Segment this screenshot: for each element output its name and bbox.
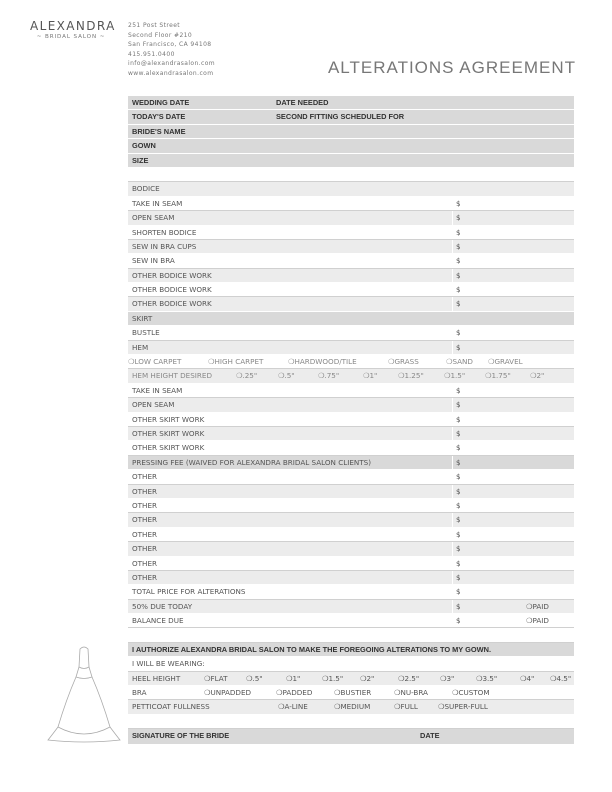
header-field-label: BRIDE'S NAME — [132, 126, 186, 136]
bodice-row — [128, 297, 574, 311]
item-label: SEW IN BRA — [132, 256, 175, 266]
due-today-row — [128, 600, 574, 614]
section-title: SKIRT — [132, 313, 153, 323]
radio-option: ❍HARDWOOD/TILE — [288, 357, 357, 367]
radio-option: ❍BUSTIER — [334, 688, 372, 698]
skirt-row — [128, 326, 574, 340]
dollar-sign: $ — [456, 256, 461, 266]
signature-label: SIGNATURE OF THE BRIDE — [132, 731, 230, 741]
item-label: OTHER SKIRT WORK — [132, 443, 205, 453]
bra-row — [128, 686, 574, 700]
radio-option: ❍NU-BRA — [394, 688, 428, 698]
dollar-sign: $ — [456, 342, 461, 352]
skirt-row — [128, 341, 574, 355]
radio-option: ❍GRASS — [388, 357, 419, 367]
item-label: 50% DUE TODAY — [132, 601, 193, 611]
divider — [452, 197, 453, 210]
radio-option: ❍MEDIUM — [334, 702, 371, 712]
radio-option: ❍4.5" — [550, 673, 572, 683]
dollar-sign: $ — [456, 544, 461, 554]
other-row — [128, 513, 574, 527]
item-label: SHORTEN BODICE — [132, 227, 197, 237]
header-field-label: SECOND FITTING SCHEDULED FOR — [276, 112, 405, 122]
balance-due-row — [128, 614, 574, 628]
dollar-sign: $ — [456, 270, 461, 280]
dollar-sign: $ — [456, 385, 461, 395]
radio-option: ❍SAND — [446, 357, 473, 367]
header-row — [128, 110, 574, 124]
item-label: SEW IN BRA CUPS — [132, 241, 197, 251]
item-label: OTHER SKIRT WORK — [132, 414, 205, 424]
dollar-sign: $ — [456, 285, 461, 295]
radio-option: ❍LOW CARPET — [128, 357, 182, 367]
radio-option: ❍1.5" — [322, 673, 344, 683]
divider — [452, 456, 453, 469]
radio-option: ❍1.75" — [485, 371, 511, 381]
radio-option: ❍2" — [360, 673, 375, 683]
header-field-label: SIZE — [132, 155, 149, 165]
divider — [452, 557, 453, 570]
other-row — [128, 499, 574, 513]
divider — [452, 226, 453, 239]
other-row — [128, 470, 574, 484]
option-label: BRA — [132, 688, 147, 698]
item-label: BUSTLE — [132, 328, 160, 338]
item-label: OPEN SEAM — [132, 400, 175, 410]
header-row — [128, 125, 574, 139]
section-bodice — [128, 182, 574, 196]
option-label: HEEL HEIGHT — [132, 673, 181, 683]
item-label: OTHER BODICE WORK — [132, 285, 212, 295]
bodice-row — [128, 240, 574, 254]
skirt-row — [128, 427, 574, 441]
radio-option: ❍3.5" — [476, 673, 498, 683]
section-title: BODICE — [132, 184, 160, 194]
divider — [452, 297, 453, 310]
hem-height-row — [128, 369, 574, 383]
other-row — [128, 571, 574, 585]
date-label: DATE — [420, 731, 440, 741]
item-label: OTHER — [132, 544, 157, 554]
dollar-sign: $ — [456, 601, 461, 611]
bodice-row — [128, 254, 574, 268]
divider — [452, 542, 453, 555]
address-block — [128, 21, 215, 78]
dollar-sign: $ — [456, 457, 461, 467]
spacer-row — [128, 715, 574, 729]
radio-option: ❍GRAVEL — [488, 357, 523, 367]
radio-option: ❍.5" — [278, 371, 295, 381]
header-field-label: WEDDING DATE — [132, 98, 190, 107]
item-label: OTHER — [132, 529, 157, 539]
skirt-row — [128, 413, 574, 427]
pressing-fee-row — [128, 456, 574, 470]
dollar-sign: $ — [456, 500, 461, 510]
divider — [452, 427, 453, 440]
skirt-row — [128, 441, 574, 455]
radio-option: ❍.75" — [318, 371, 340, 381]
radio-option: ❍FULL — [394, 702, 418, 712]
paid-checkbox: ❍PAID — [526, 601, 549, 611]
radio-option: ❍1" — [286, 673, 301, 683]
item-label: OTHER — [132, 558, 157, 568]
item-label: OTHER BODICE WORK — [132, 299, 212, 309]
radio-option: ❍FLAT — [204, 673, 228, 683]
dollar-sign: $ — [456, 428, 461, 438]
skirt-row — [128, 398, 574, 412]
radio-option: ❍1.25" — [398, 371, 424, 381]
dollar-sign: $ — [456, 241, 461, 251]
total-row — [128, 585, 574, 599]
wearing-row — [128, 657, 574, 671]
item-label: OTHER BODICE WORK — [132, 270, 212, 280]
item-label: OPEN SEAM — [132, 213, 175, 223]
item-label: TAKE IN SEAM — [132, 198, 183, 208]
radio-option: ❍SUPER-FULL — [438, 702, 488, 712]
paid-checkbox: ❍PAID — [526, 616, 549, 626]
item-label: TAKE IN SEAM — [132, 385, 183, 395]
radio-option: ❍CUSTOM — [452, 688, 490, 698]
bodice-row — [128, 283, 574, 297]
radio-option: ❍.5" — [246, 673, 263, 683]
item-label: HEM — [132, 342, 149, 352]
radio-option: ❍2.5" — [398, 673, 420, 683]
item-label: OTHER — [132, 515, 157, 525]
address-line: San Francisco, CA 94108 — [128, 41, 212, 48]
radio-option: ❍A-LINE — [278, 702, 308, 712]
bodice-row — [128, 197, 574, 211]
brand-name: ALEXANDRA — [30, 19, 116, 33]
dollar-sign: $ — [456, 572, 461, 582]
divider — [452, 398, 453, 411]
divider — [452, 614, 453, 627]
heel-height-row — [128, 672, 574, 686]
other-row — [128, 485, 574, 499]
divider — [452, 413, 453, 426]
divider — [452, 211, 453, 224]
dollar-sign: $ — [456, 400, 461, 410]
item-label: BALANCE DUE — [132, 616, 184, 626]
dollar-sign: $ — [456, 486, 461, 496]
dollar-sign: $ — [456, 616, 461, 626]
skirt-row — [128, 384, 574, 398]
radio-option: ❍2" — [530, 371, 545, 381]
item-label: TOTAL PRICE FOR ALTERATIONS — [132, 587, 246, 597]
divider — [452, 240, 453, 253]
petticoat-row — [128, 700, 574, 714]
dollar-sign: $ — [456, 299, 461, 309]
divider — [452, 600, 453, 613]
header-field-label: TODAY'S DATE — [132, 112, 186, 122]
radio-option: ❍1" — [363, 371, 378, 381]
other-row — [128, 542, 574, 556]
dollar-sign: $ — [456, 558, 461, 568]
address-line: www.alexandrasalon.com — [128, 69, 214, 77]
divider — [452, 269, 453, 282]
divider — [452, 341, 453, 354]
authorize-row — [128, 643, 574, 657]
header-row — [128, 96, 574, 110]
dollar-sign: $ — [456, 443, 461, 453]
address-line: 251 Post Street — [128, 22, 181, 29]
divider — [452, 384, 453, 397]
dollar-sign: $ — [456, 529, 461, 539]
item-label: PRESSING FEE (WAIVED FOR ALEXANDRA BRIDAL SALON CLIENTS) — [132, 457, 372, 467]
signature-row — [128, 729, 574, 745]
dollar-sign: $ — [456, 227, 461, 237]
address-line: Second Floor #210 — [128, 31, 193, 39]
bodice-row — [128, 211, 574, 225]
address-line: 415.951.0400 — [128, 50, 175, 58]
divider — [452, 470, 453, 483]
divider — [452, 499, 453, 512]
radio-option: ❍4" — [520, 673, 535, 683]
authorize-text: I AUTHORIZE ALEXANDRA BRIDAL SALON TO MAKE THE FOREGOING ALTERATIONS TO MY GOWN. — [132, 644, 491, 654]
item-label: OTHER — [132, 500, 157, 510]
radio-option: ❍3" — [440, 673, 455, 683]
section-skirt — [128, 312, 574, 326]
dollar-sign: $ — [456, 515, 461, 525]
divider — [452, 485, 453, 498]
divider — [452, 528, 453, 541]
divider — [452, 513, 453, 526]
item-label: OTHER — [132, 472, 157, 482]
header-field-label: DATE NEEDED — [276, 98, 329, 107]
brand-logo — [30, 19, 116, 41]
radio-option: ❍UNPADDED — [204, 688, 252, 698]
radio-option: ❍1.5" — [444, 371, 466, 381]
dollar-sign: $ — [456, 414, 461, 424]
header-row — [128, 139, 574, 153]
header-field-label: GOWN — [132, 141, 156, 151]
dollar-sign: $ — [456, 328, 461, 338]
radio-option: ❍HIGH CARPET — [208, 357, 264, 367]
spacer-row — [128, 168, 574, 182]
brand-sub: ~ BRIDAL SALON ~ — [36, 34, 106, 40]
radio-option: ❍.25" — [236, 371, 258, 381]
option-label: HEM HEIGHT DESIRED — [132, 371, 212, 381]
divider — [452, 283, 453, 296]
divider — [452, 441, 453, 454]
other-row — [128, 528, 574, 542]
other-row — [128, 557, 574, 571]
spacer-row — [128, 628, 574, 642]
wearing-label: I WILL BE WEARING: — [132, 659, 205, 669]
divider — [452, 571, 453, 584]
bodice-row — [128, 226, 574, 240]
item-label: OTHER SKIRT WORK — [132, 428, 205, 438]
floor-options-row — [128, 355, 574, 369]
divider — [452, 585, 453, 598]
divider — [452, 326, 453, 339]
document-title: ALTERATIONS AGREEMENT — [327, 58, 576, 77]
option-label: PETTICOAT FULLNESS — [132, 702, 210, 712]
header-row — [128, 154, 574, 168]
gown-illustration — [44, 645, 124, 743]
dollar-sign: $ — [456, 472, 461, 482]
item-label: OTHER — [132, 486, 157, 496]
alterations-form — [128, 96, 574, 745]
dollar-sign: $ — [456, 198, 461, 208]
dollar-sign: $ — [456, 213, 461, 223]
divider — [452, 254, 453, 267]
bodice-row — [128, 269, 574, 283]
address-line: info@alexandrasalon.com — [128, 60, 216, 67]
dollar-sign: $ — [456, 587, 461, 597]
radio-option: ❍PADDED — [276, 688, 313, 698]
item-label: OTHER — [132, 572, 157, 582]
